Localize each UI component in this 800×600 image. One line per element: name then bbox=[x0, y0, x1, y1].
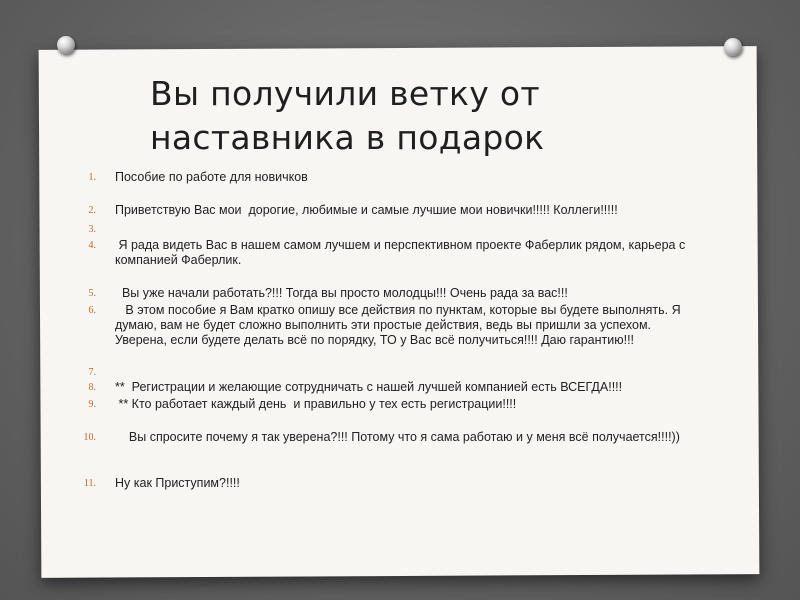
list-number: 10. bbox=[83, 432, 96, 443]
list-text: Пособие по работе для новичков bbox=[115, 170, 308, 184]
pushpin-icon bbox=[724, 38, 742, 56]
title-line-1: Вы получили ветку от bbox=[150, 74, 540, 113]
list-text: Приветствую Вас мои дорогие, любимые и самые лучшие мои новички!!!!! Коллеги!!!!! bbox=[115, 203, 618, 217]
list-text: Вы спросите почему я так уверена?!!! Потому что я сама работаю и у меня всё получается!!!!)) bbox=[115, 430, 680, 444]
list-number: 8. bbox=[88, 382, 96, 393]
list-number: 11. bbox=[83, 478, 96, 489]
list-number: 2. bbox=[88, 205, 96, 216]
list-text: Вы уже начали работать?!!! Тогда вы просто молодцы!!! Очень рада за вас!!! bbox=[115, 286, 568, 300]
list-text: В этом пособие я Вам кратко опишу все действия по пунктам, которые вы будете выполнять. Я думаю, вам не будет сложно выполнить эти простые действия, ведь вы пришли за успехом. Уверена, если будете делать всё по порядку, ТО у Вас всё получиться!!!! Даю гарантию!!! bbox=[115, 303, 685, 347]
list-text: ** Регистрации и желающие сотрудничать с нашей лучшей компанией есть ВСЕГДА!!!! bbox=[115, 380, 623, 394]
list-text: Я рада видеть Вас в нашем самом лучшем и перспективном проекте Фаберлик рядом, карьера с компанией Фаберлик. bbox=[115, 238, 689, 267]
title-line-2: наставника в подарок bbox=[150, 118, 545, 157]
list-text: Ну как Приступим?!!!! bbox=[115, 476, 240, 490]
list-number: 6. bbox=[88, 305, 96, 316]
slide-title bbox=[150, 72, 670, 160]
list-number: 9. bbox=[88, 399, 96, 410]
list-number: 3. bbox=[88, 224, 96, 235]
list-number: 7. bbox=[88, 367, 96, 378]
list-number: 1. bbox=[88, 172, 96, 183]
list-text: ** Кто работает каждый день и правильно у тех есть регистрации!!!! bbox=[115, 397, 517, 411]
list-number: 5. bbox=[88, 288, 96, 299]
pushpin-icon bbox=[57, 36, 75, 54]
list-number: 4. bbox=[88, 240, 96, 251]
